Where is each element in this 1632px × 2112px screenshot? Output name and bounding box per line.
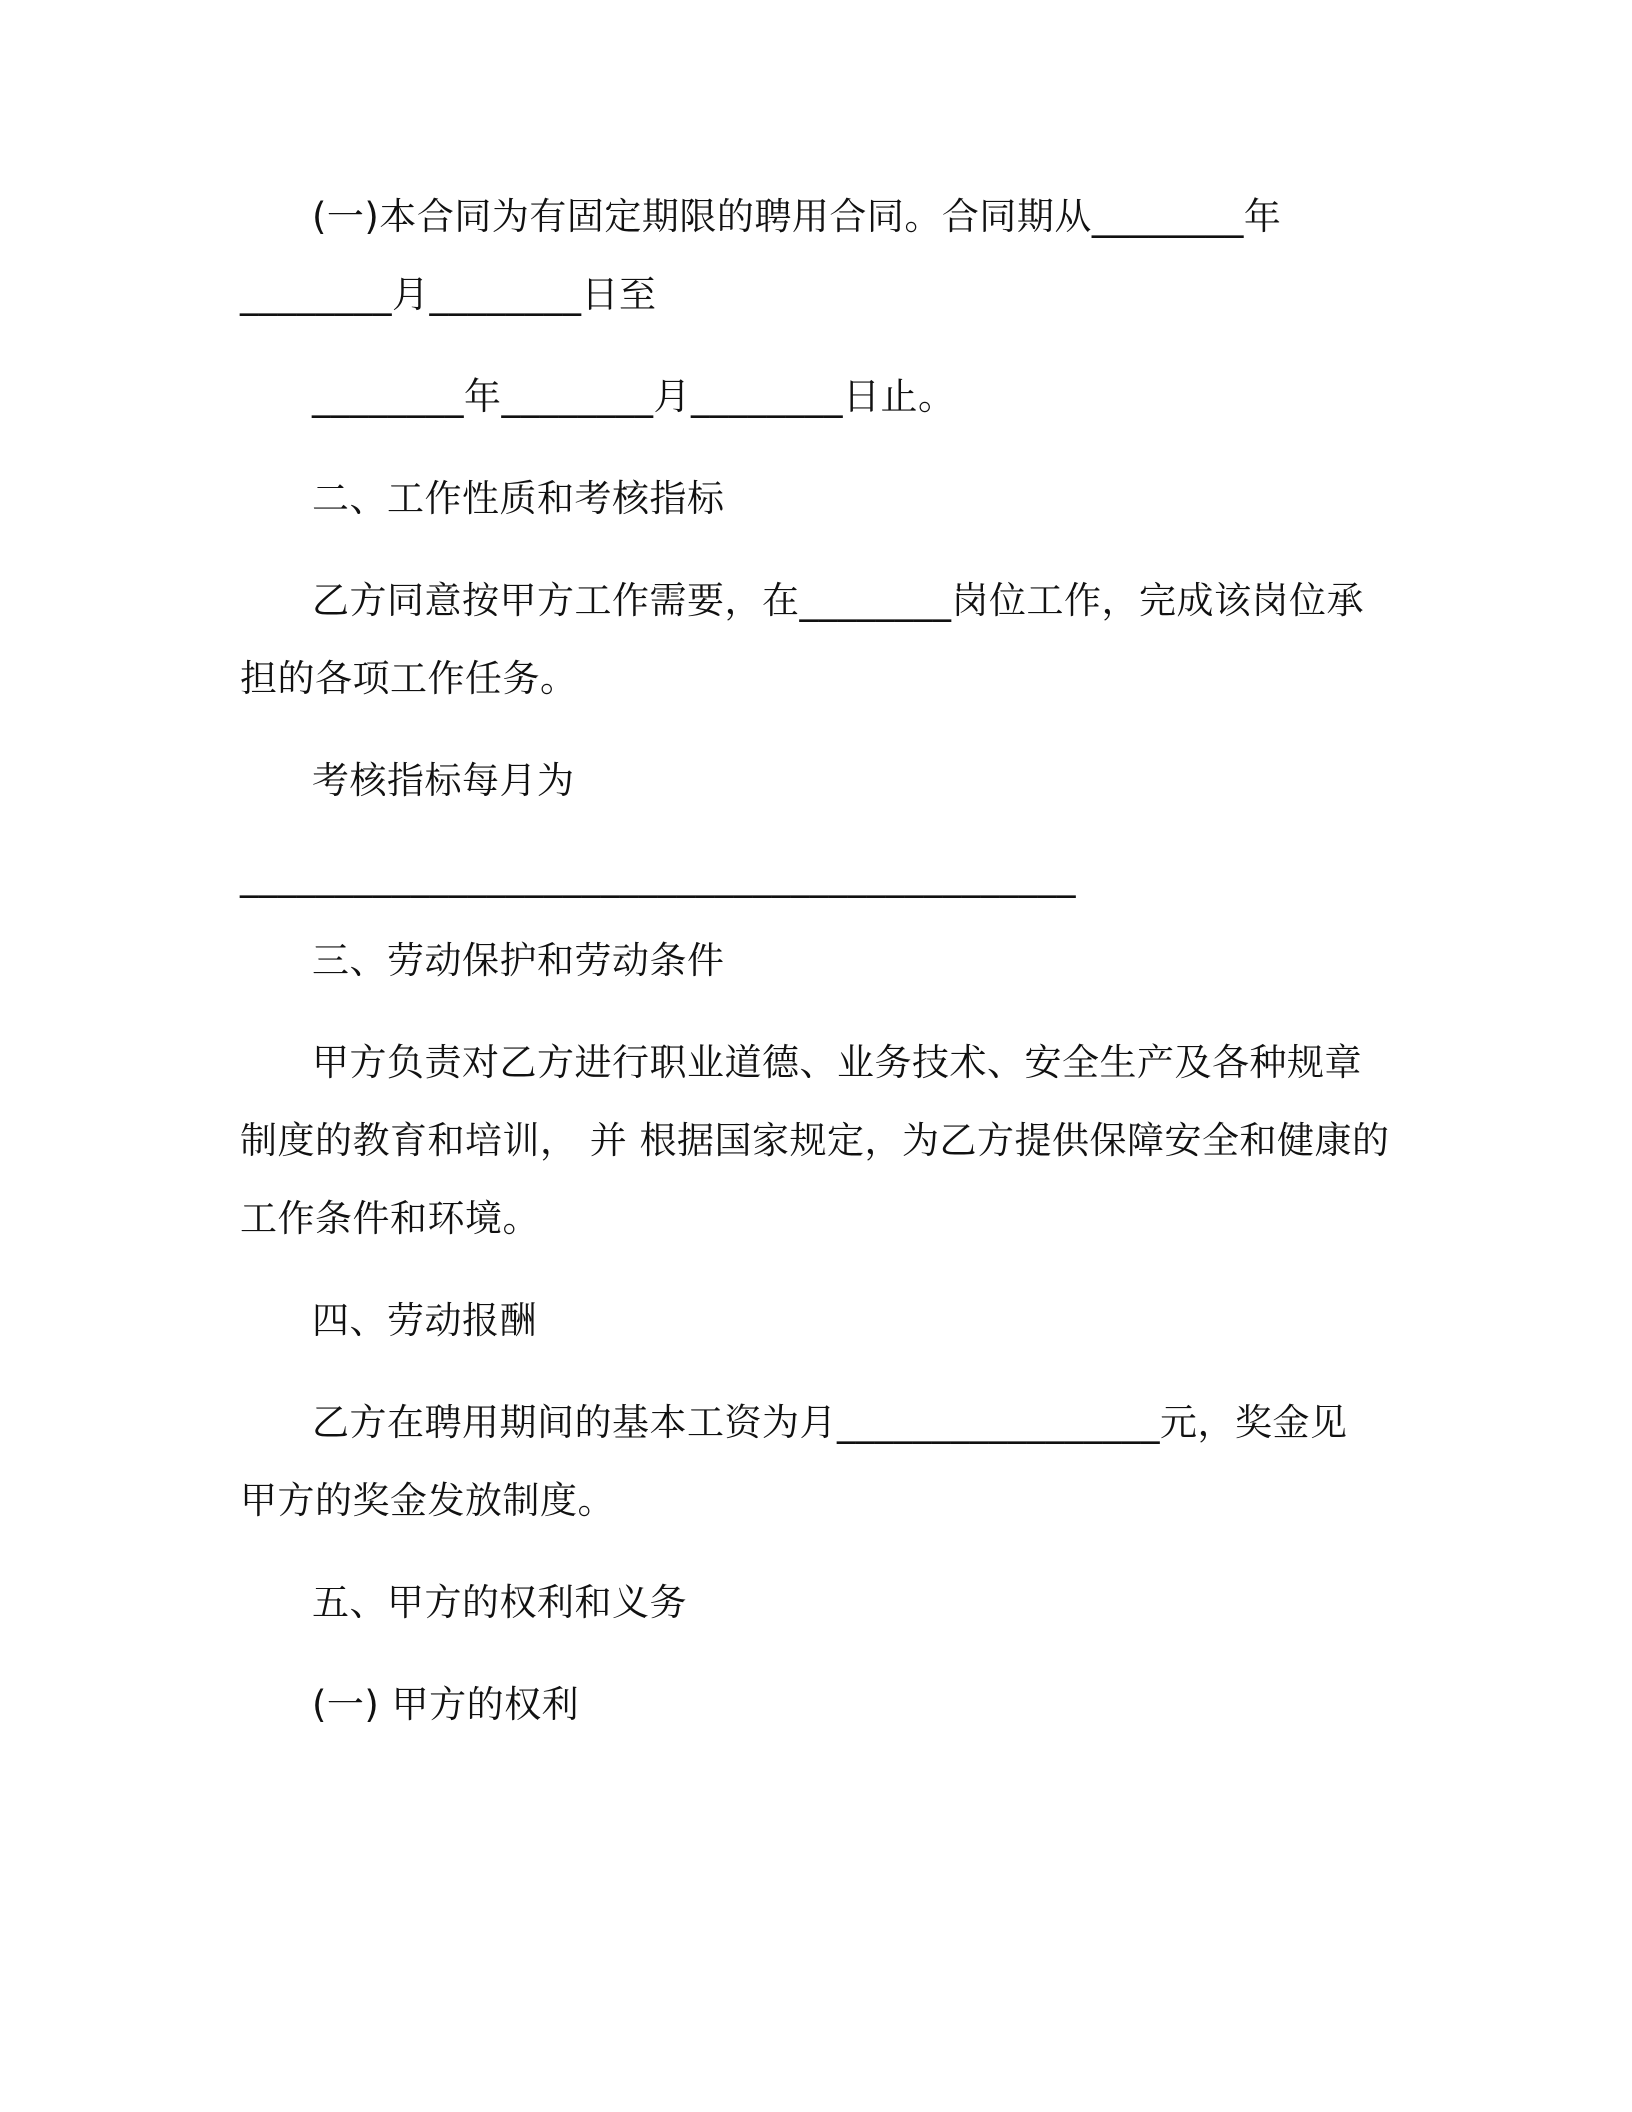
job-assignment-line-1: 乙方同意按甲方工作需要，在________岗位工作，完成该岗位承 [312, 579, 1364, 622]
contract-term-line-2: ________月________日至 [240, 273, 657, 316]
labor-protection-line-2: 制度的教育和培训， 并 根据国家规定，为乙方提供保障安全和健康的 [240, 1119, 1390, 1162]
labor-protection-line-3: 工作条件和环境。 [240, 1197, 540, 1240]
contract-term-line-1: (一)本合同为有固定期限的聘用合同。合同期从________年 [312, 195, 1282, 238]
assessment-index-line: 考核指标每月为 [312, 759, 575, 802]
job-assignment-line-2: 担的各项工作任务。 [240, 657, 578, 700]
section-heading-labor-protection: 三、劳动保护和劳动条件 [312, 939, 725, 982]
subsection-heading-party-a-rights: (一) 甲方的权利 [312, 1683, 580, 1726]
remuneration-line-1: 乙方在聘用期间的基本工资为月_________________元，奖金见 [312, 1401, 1348, 1444]
contract-term-line-3: ________年________月________日止。 [312, 375, 956, 418]
remuneration-line-2: 甲方的奖金发放制度。 [240, 1479, 615, 1522]
assessment-blank-line: ____________________________________________ [240, 855, 1076, 898]
section-heading-job-nature: 二、工作性质和考核指标 [312, 477, 725, 520]
section-heading-remuneration: 四、劳动报酬 [312, 1299, 537, 1342]
section-heading-party-a-rights: 五、甲方的权利和义务 [312, 1581, 687, 1624]
labor-protection-line-1: 甲方负责对乙方进行职业道德、业务技术、安全生产及各种规章 [312, 1041, 1362, 1084]
